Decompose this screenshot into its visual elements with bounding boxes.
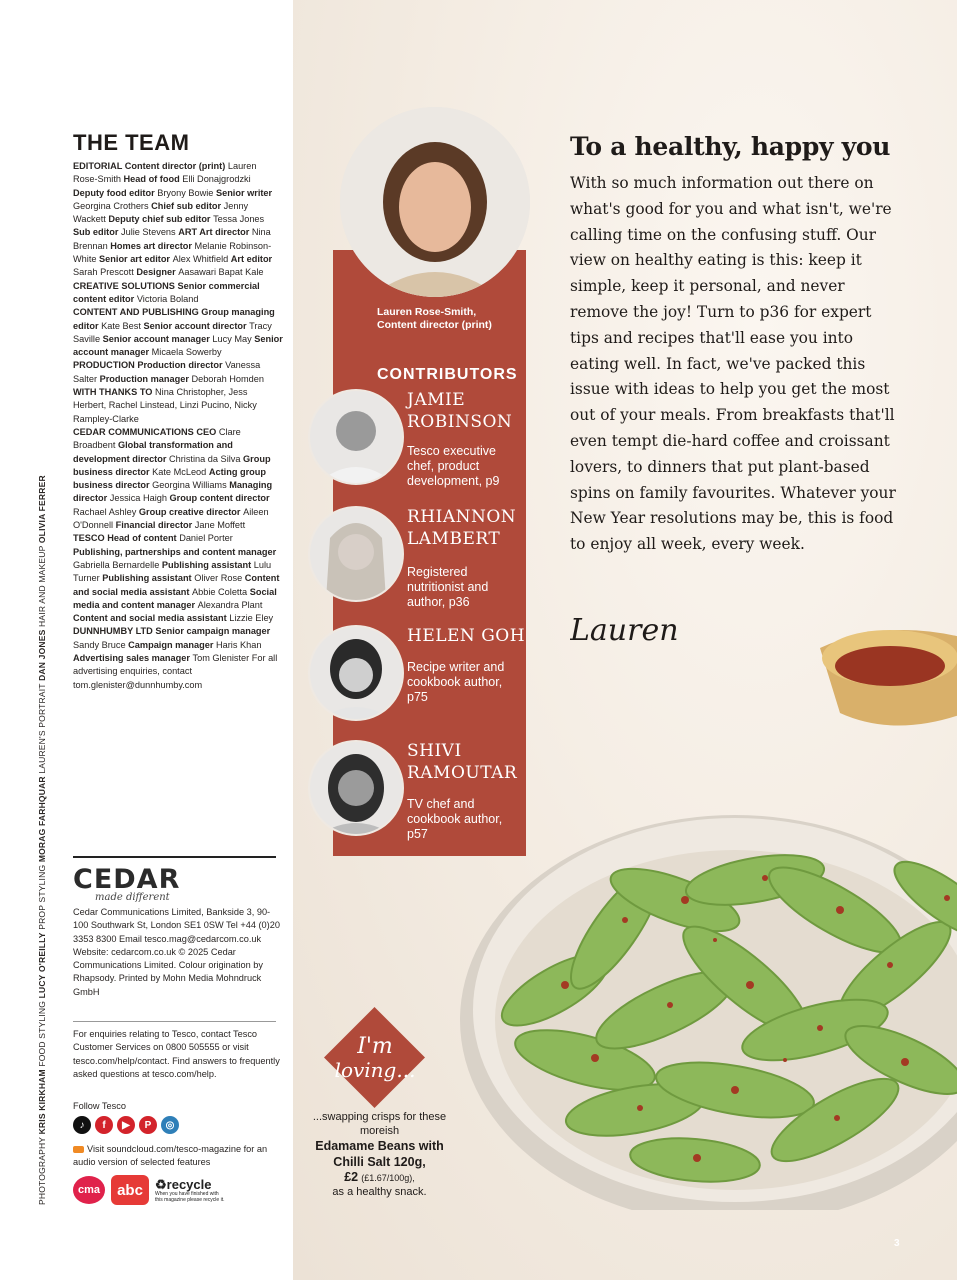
follow-label: Follow Tesco bbox=[73, 1101, 126, 1111]
contributor-role: TV chef and cookbook author, p57 bbox=[407, 797, 503, 841]
team-role: Group content director bbox=[169, 493, 270, 504]
credit-label: FOOD STYLING bbox=[37, 998, 47, 1070]
editor-signature bbox=[570, 598, 690, 660]
team-role: Homes art director bbox=[110, 240, 195, 251]
team-list bbox=[73, 160, 283, 692]
team-name: Lulu Turner bbox=[73, 559, 272, 584]
team-name: Tessa Jones bbox=[213, 214, 265, 225]
recycle-logo bbox=[155, 1178, 225, 1203]
team-name: Deborah Homden bbox=[191, 373, 264, 384]
contributor-name: RHIANNON LAMBERT bbox=[407, 507, 517, 549]
team-role: Art editor bbox=[230, 254, 273, 265]
team-role: Production director bbox=[137, 360, 226, 371]
team-name: Georgina Williams bbox=[152, 480, 230, 491]
team-role: CONTENT AND PUBLISHING bbox=[73, 307, 202, 318]
team-role: Advertising sales manager bbox=[73, 652, 193, 663]
credit-name: KRIS KIRKHAM bbox=[37, 1069, 47, 1135]
contributor-card bbox=[308, 506, 538, 616]
publisher-info: Cedar Communications Limited, Bankside 3, 90-100 Southwark St, London SE1 0SW Tel +44 (0)20 3353 8300 Email tesco.mag@cedarcom.co.uk Website: cedarcom.co.uk © 2025 Cedar Communications Limited. Colour origination by Rhapsody. Printed by Mohn Media Mohndruck GmbH bbox=[73, 907, 280, 997]
team-role: Senior account manager bbox=[73, 333, 283, 358]
team-name: Gabriella Bernardelle bbox=[73, 559, 162, 570]
team-section bbox=[73, 160, 283, 280]
team-role: EDITORIAL bbox=[73, 161, 125, 171]
pinterest-icon[interactable]: P bbox=[139, 1116, 157, 1134]
divider bbox=[73, 1021, 276, 1022]
credit-name: MORAG FARHQUAR bbox=[37, 776, 47, 863]
team-role: Senior account manager bbox=[102, 333, 213, 344]
badge-line1: I'm bbox=[357, 1034, 393, 1059]
contributor-photo bbox=[308, 740, 404, 836]
team-section bbox=[73, 280, 283, 307]
team-name: For all advertising enquiries, contact tom.glenister@dunnhumby.com bbox=[73, 652, 278, 690]
social-icons bbox=[73, 1116, 179, 1134]
team-role: Deputy chief sub editor bbox=[108, 214, 214, 225]
loving-price: £2 bbox=[344, 1170, 359, 1184]
team-role: Managing director bbox=[73, 480, 273, 504]
team-name: Jenny Wackett bbox=[73, 200, 249, 225]
contributor-role: Registered nutritionist and author, p36 bbox=[407, 565, 489, 609]
contributor-name: SHIVI RAMOUTAR bbox=[407, 741, 518, 783]
team-role: Group business director bbox=[73, 453, 271, 477]
youtube-icon[interactable]: ▶ bbox=[117, 1116, 135, 1134]
facebook-icon[interactable]: f bbox=[95, 1116, 113, 1134]
contributor-name: HELEN GOH bbox=[407, 626, 526, 646]
team-name: Oliver Rose bbox=[194, 573, 245, 584]
contributor-card bbox=[308, 389, 538, 499]
editor-portrait bbox=[340, 107, 530, 297]
im-loving-text bbox=[312, 1110, 447, 1199]
credit-label: HAIR AND MAKEUP bbox=[37, 543, 47, 630]
credit-name: DAN JONES bbox=[37, 629, 47, 681]
team-role: Designer bbox=[136, 267, 179, 278]
team-name: Lizzie Eley bbox=[229, 613, 274, 624]
abc-logo: abc bbox=[111, 1175, 149, 1205]
team-role: Sub editor bbox=[73, 227, 121, 238]
soundcloud-icon bbox=[73, 1146, 84, 1153]
contributor-role: Recipe writer and cookbook author, p75 bbox=[407, 660, 505, 704]
team-role: Senior commercial content editor bbox=[73, 280, 260, 304]
team-role: Head of food bbox=[123, 174, 183, 185]
cedar-logo bbox=[73, 866, 180, 903]
divider bbox=[73, 856, 276, 858]
photo-credits bbox=[37, 415, 47, 1205]
contributor-card bbox=[308, 625, 538, 735]
team-role: Social media and content manager bbox=[73, 586, 277, 610]
credit-name: LUCY O'REILLY bbox=[37, 932, 47, 999]
publisher-logos bbox=[73, 1175, 225, 1205]
contributor-photo bbox=[308, 389, 404, 485]
cma-logo: cma bbox=[73, 1176, 105, 1204]
team-role: Art director bbox=[199, 227, 252, 238]
im-loving-badge bbox=[322, 1005, 427, 1110]
cedar-wordmark: CEDAR bbox=[73, 864, 181, 895]
team-section bbox=[73, 386, 283, 426]
team-role: Senior writer bbox=[215, 187, 273, 198]
loving-unit-price: (£1.67/100g), bbox=[361, 1173, 415, 1183]
article-body: With so much information out there on what's good for you and what isn't, we're calling time on the confusing stuff. Our view on healthy eating is this: keep it simple, keep it personal, and never remove the joy! Turn to p36 for expert tips and recipes that'll ease you into eating well. In fact, we've packed this issue with ideas to help you get the most out of your meals. From breakfasts that'll even tempt die-hard coffee and croissant lovers, to dinners that put plant-based spins on family favourites. Whatever your New Year resolutions may be, this is food to enjoy all week, every week. bbox=[570, 174, 896, 554]
team-role: Group creative director bbox=[138, 506, 244, 517]
contributor-photo bbox=[308, 506, 404, 602]
team-name: Christina da Silva bbox=[168, 453, 244, 464]
team-name: Aileen O'Donnell bbox=[73, 506, 269, 531]
team-name: Georgina Crothers bbox=[73, 200, 152, 211]
team-role: Publishing assistant bbox=[102, 573, 195, 584]
team-name: Haris Khan bbox=[216, 639, 262, 650]
team-role: Senior campaign manager bbox=[155, 626, 271, 637]
page-number: 3 bbox=[894, 1238, 900, 1249]
team-role: Global transformation and development director bbox=[73, 440, 233, 464]
team-role: Senior account director bbox=[143, 320, 250, 331]
team-name: Aasawari Bapat Kale bbox=[178, 267, 264, 278]
article-headline: To a healthy, happy you bbox=[570, 132, 891, 161]
recycle-note: When you have finished with this magazine please recycle it. bbox=[155, 1190, 225, 1203]
team-name: Victoria Boland bbox=[136, 293, 199, 304]
team-name: Kate Best bbox=[101, 320, 144, 331]
team-section bbox=[73, 359, 283, 386]
loving-product: Edamame Beans with Chilli Salt 120g, bbox=[315, 1139, 444, 1169]
contributor-name: JAMIE ROBINSON bbox=[407, 390, 513, 432]
loving-intro: ...swapping crisps for these moreish bbox=[312, 1111, 447, 1137]
team-role: Content and social media assistant bbox=[73, 573, 280, 597]
team-role: Acting group business director bbox=[73, 466, 267, 491]
portrait-image bbox=[340, 107, 530, 297]
team-section bbox=[73, 625, 283, 691]
team-name: Jane Moffett bbox=[194, 520, 246, 531]
team-title: THE TEAM bbox=[73, 130, 190, 155]
team-role: Production manager bbox=[99, 373, 192, 384]
loving-outro: as a healthy snack. bbox=[332, 1186, 427, 1198]
soundcloud-label[interactable]: Visit soundcloud.com/tesco-magazine for an audio version of selected features bbox=[73, 1144, 268, 1168]
team-name: Clare Broadbent bbox=[73, 426, 241, 451]
team-name: Jessica Haigh bbox=[109, 493, 170, 504]
credit-label: PHOTOGRAPHY bbox=[37, 1134, 47, 1205]
chilli-salt-pot-image bbox=[805, 618, 957, 738]
badge-line2: loving... bbox=[334, 1058, 416, 1082]
team-role: CEO bbox=[196, 426, 219, 437]
team-section bbox=[73, 532, 283, 625]
credit-label: LAUREN'S PORTRAIT bbox=[37, 680, 47, 777]
team-role: CREATIVE SOLUTIONS bbox=[73, 280, 178, 291]
team-name: Elli Donajgrodzki bbox=[182, 174, 251, 185]
team-name: Rachael Ashley bbox=[73, 506, 139, 517]
contributors-title: CONTRIBUTORS bbox=[377, 366, 518, 383]
team-name: Nina Brennan bbox=[73, 227, 271, 251]
team-name: Alex Whitfield bbox=[172, 254, 231, 265]
recycle-label: recycle bbox=[166, 1176, 212, 1192]
team-role: Publishing, partnerships and content manager bbox=[73, 546, 277, 557]
contributor-card bbox=[308, 740, 538, 850]
team-role: ART bbox=[178, 227, 200, 238]
team-name: Nina Christopher, Jess Herbert, Rachel Linstead, Linzi Pucino, Nicky Rampley-Clarke bbox=[73, 387, 257, 424]
recycle-icon: ♻ bbox=[155, 1176, 167, 1192]
team-role: Campaign manager bbox=[128, 639, 216, 650]
team-name: Melanie Robinson-White bbox=[73, 240, 272, 265]
editor-name: Lauren Rose-Smith, bbox=[377, 306, 477, 318]
enquiries-text: For enquiries relating to Tesco, contact Tesco Customer Services on 0800 505555 or visit tesco.com/help/contact. Find answers to frequently asked questions at tesco.com/help. bbox=[73, 1029, 280, 1079]
contributor-photo bbox=[308, 625, 404, 721]
team-name: Tracy Saville bbox=[73, 320, 272, 344]
instagram-icon[interactable]: ◎ bbox=[161, 1116, 179, 1134]
cedar-tagline: made different bbox=[95, 892, 170, 903]
team-name: Alexandra Plant bbox=[197, 599, 263, 610]
team-section bbox=[73, 426, 283, 532]
team-role: WITH THANKS TO bbox=[73, 387, 156, 398]
team-role: Content director (print) bbox=[124, 161, 228, 171]
team-role: TESCO bbox=[73, 533, 108, 544]
team-name: Tom Glenister bbox=[192, 652, 252, 663]
team-role: PRODUCTION bbox=[73, 360, 138, 371]
team-name: Vanessa Salter bbox=[73, 360, 261, 384]
credit-label: PROP STYLING bbox=[37, 862, 47, 933]
team-role: Publishing assistant bbox=[161, 559, 254, 570]
team-name: Micaela Sowerby bbox=[151, 347, 222, 358]
team-role: Senior art editor bbox=[99, 254, 173, 265]
team-role: CEDAR COMMUNICATIONS bbox=[73, 426, 197, 437]
team-role: Head of content bbox=[107, 533, 180, 544]
team-name: Kate McLeod bbox=[152, 466, 209, 477]
team-name: Abbie Coletta bbox=[191, 586, 250, 597]
team-name: Sandy Bruce bbox=[73, 639, 129, 650]
team-role: Group managing editor bbox=[73, 307, 275, 331]
tiktok-icon[interactable]: ♪ bbox=[73, 1116, 91, 1134]
team-section bbox=[73, 306, 283, 359]
team-name: Lucy May bbox=[212, 333, 255, 344]
soundcloud-text bbox=[73, 1143, 288, 1170]
team-name: Julie Stevens bbox=[120, 227, 179, 238]
editor-caption bbox=[377, 306, 492, 332]
credit-name: OLIVIA FERRER bbox=[37, 475, 47, 544]
signature-text: Lauren bbox=[570, 613, 679, 648]
team-role: Financial director bbox=[115, 520, 195, 531]
team-role: Chief sub editor bbox=[151, 200, 224, 211]
contributor-role: Tesco executive chef, product development, p9 bbox=[407, 444, 500, 488]
team-name: Lauren Rose-Smith bbox=[73, 161, 257, 185]
team-name: Bryony Bowie bbox=[157, 187, 216, 198]
team-name: Daniel Porter bbox=[179, 533, 233, 544]
team-role: DUNNHUMBY LTD bbox=[73, 626, 156, 637]
team-role: Content and social media assistant bbox=[73, 613, 230, 624]
team-role: Deputy food editor bbox=[73, 187, 158, 198]
editor-role: Content director (print) bbox=[377, 319, 492, 331]
team-name: Sarah Prescott bbox=[73, 267, 137, 278]
team-column bbox=[0, 0, 293, 1280]
